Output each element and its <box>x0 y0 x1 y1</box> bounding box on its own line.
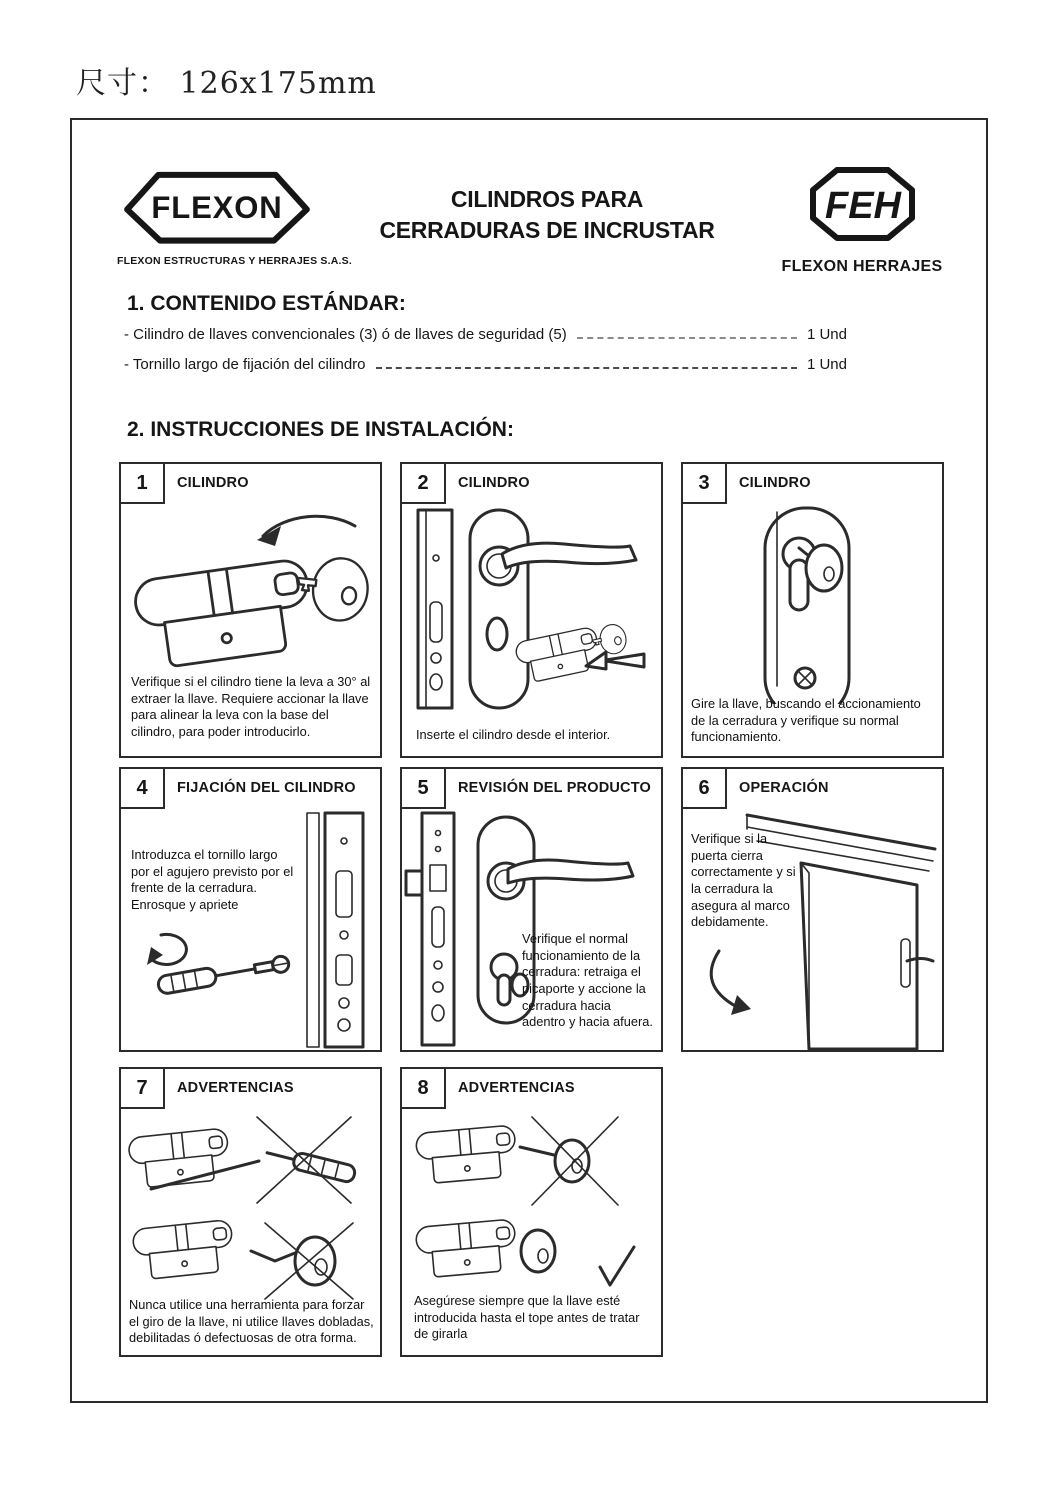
sheet-border <box>70 118 988 1403</box>
panel-2-caption: Inserte el cilindro desde el interior. <box>416 727 611 743</box>
latch-bolt-icon <box>406 871 422 895</box>
panel-3-cilindro <box>681 462 944 758</box>
panel-5-title: REVISIÓN DEL PRODUCTO <box>458 780 651 796</box>
door-lever-icon <box>907 959 933 962</box>
panel-8-number: 8 <box>400 1067 446 1109</box>
bent-key-blade-icon <box>251 1251 295 1261</box>
dotted-leader <box>577 336 797 339</box>
panel-5-number: 5 <box>400 767 446 809</box>
panel-8-caption: Asegúrese siempre que la llave esté introducida hasta el tope antes de tratar de girarla <box>414 1293 640 1342</box>
panel-7-title: ADVERTENCIAS <box>177 1080 294 1096</box>
panel-3-title: CILINDRO <box>739 475 811 491</box>
swing-arrowhead-icon <box>731 995 751 1015</box>
insert-arrow-icon <box>586 652 644 669</box>
panel-4-title: FIJACIÓN DEL CILINDRO <box>177 780 356 796</box>
panel-2-number: 2 <box>400 462 446 504</box>
lock-faceplate-icon <box>418 510 452 708</box>
handle-plate-icon <box>470 510 528 708</box>
dotted-leader <box>376 366 797 369</box>
lock-faceplate-icon <box>422 813 454 1045</box>
section1-heading: 1. CONTENIDO ESTÁNDAR: <box>127 292 406 315</box>
screwdriver-icon <box>157 954 290 995</box>
panel-8-advertencias <box>400 1067 663 1357</box>
key-head-icon <box>806 545 842 591</box>
cylinder-icon <box>415 1125 518 1184</box>
flexon-logo-text: FLEXON <box>151 190 283 226</box>
panel-5-revision <box>400 767 663 1052</box>
panel-6-title: OPERACIÓN <box>739 780 829 796</box>
panel-4-fijacion <box>119 767 382 1052</box>
turn-arrow-icon <box>151 934 186 964</box>
cylinder-key-illustration <box>123 508 378 668</box>
cylinder-icon <box>132 1219 236 1280</box>
screwdriver-icon <box>265 1145 356 1183</box>
swing-arrow-icon <box>711 951 737 1007</box>
panel-8-title: ADVERTENCIAS <box>458 1080 575 1096</box>
feh-badge-icon <box>809 166 916 242</box>
lock-edge-icon <box>307 813 319 1047</box>
lever-handle-icon <box>502 543 636 568</box>
panel-1-cilindro <box>119 462 382 758</box>
screw-fixing-illustration <box>123 809 378 1052</box>
key-blade-icon <box>520 1147 554 1155</box>
panel-6-operacion <box>681 767 944 1052</box>
content-item-2-qty: 1 Und <box>806 356 847 373</box>
section2-heading: 2. INSTRUCCIONES DE INSTALACIÓN: <box>127 418 514 441</box>
content-item-1 <box>124 326 847 343</box>
feh-subtitle: FLEXON HERRAJES <box>781 258 943 275</box>
warning-tools-illustration <box>123 1111 378 1303</box>
panel-7-advertencias <box>119 1067 382 1357</box>
insert-cylinder-illustration <box>404 506 659 711</box>
panel-2-title: CILINDRO <box>458 475 530 491</box>
panel-3-caption: Gire la llave, buscando el accionamiento de la cerradura y verifique su normal funcionamiento. <box>691 696 921 745</box>
panel-5-caption: Verifique el normal funcionamiento de la cerradura: retraiga el picaporte y accione la cerradura hacia adentro y hacia afuera. <box>522 931 653 1030</box>
small-cylinder-key-icon <box>514 620 631 684</box>
panel-7-number: 7 <box>119 1067 165 1109</box>
panel-1-caption: Verifique si el cilindro tiene la leva a 30° al extraer la llave. Requiere accionar la llave para alinear la leva con la base del cilindro, para poder introducirlo. <box>131 674 371 739</box>
page-title: CILINDROS PARA CERRADURAS DE INCRUSTAR <box>379 186 715 244</box>
panel-7-caption: Nunca utilice una herramienta para forzar el giro de la llave, ni utilice llaves dobladas, debilitadas ó defectuosas de otra forma. <box>129 1297 374 1346</box>
flexon-logo <box>117 164 352 267</box>
flexon-subtitle: FLEXON ESTRUCTURAS Y HERRAJES S.A.S. <box>117 255 352 267</box>
panel-1-number: 1 <box>119 462 165 504</box>
panel-6-caption: Verifique si la puerta cierra correctamente y si la cerradura la asegura al marco debidamente. <box>691 831 796 930</box>
key-head-icon <box>521 1230 555 1272</box>
content-item-2-label: - Tornillo largo de fijación del cilindro <box>124 356 366 373</box>
checkmark-icon <box>600 1247 634 1285</box>
cylinder-icon <box>415 1219 518 1278</box>
panel-3-number: 3 <box>681 462 727 504</box>
cylinder-icon <box>128 1128 232 1189</box>
feh-logo-text: FEH <box>825 185 901 227</box>
warning-key-illustration <box>404 1111 659 1303</box>
feh-logo <box>809 166 916 247</box>
size-note: 尺寸： 126x175mm <box>76 66 377 101</box>
panel-2-cilindro <box>400 462 663 758</box>
panel-4-caption: Introduzca el tornillo largo por el agujero previsto por el frente de la cerradura. Enrosque y apriete <box>131 847 294 912</box>
door-slab-icon <box>801 863 917 1049</box>
panel-1-title: CILINDRO <box>177 475 249 491</box>
panel-6-number: 6 <box>681 767 727 809</box>
content-item-1-qty: 1 Und <box>806 326 847 343</box>
escutcheon-key-illustration <box>685 506 940 704</box>
content-item-1-label: - Cilindro de llaves convencionales (3) ó de llaves de seguridad (5) <box>124 326 567 343</box>
content-item-2 <box>124 356 847 373</box>
lever-handle-icon <box>508 860 633 883</box>
flexon-badge-icon <box>122 164 312 248</box>
panel-4-number: 4 <box>119 767 165 809</box>
